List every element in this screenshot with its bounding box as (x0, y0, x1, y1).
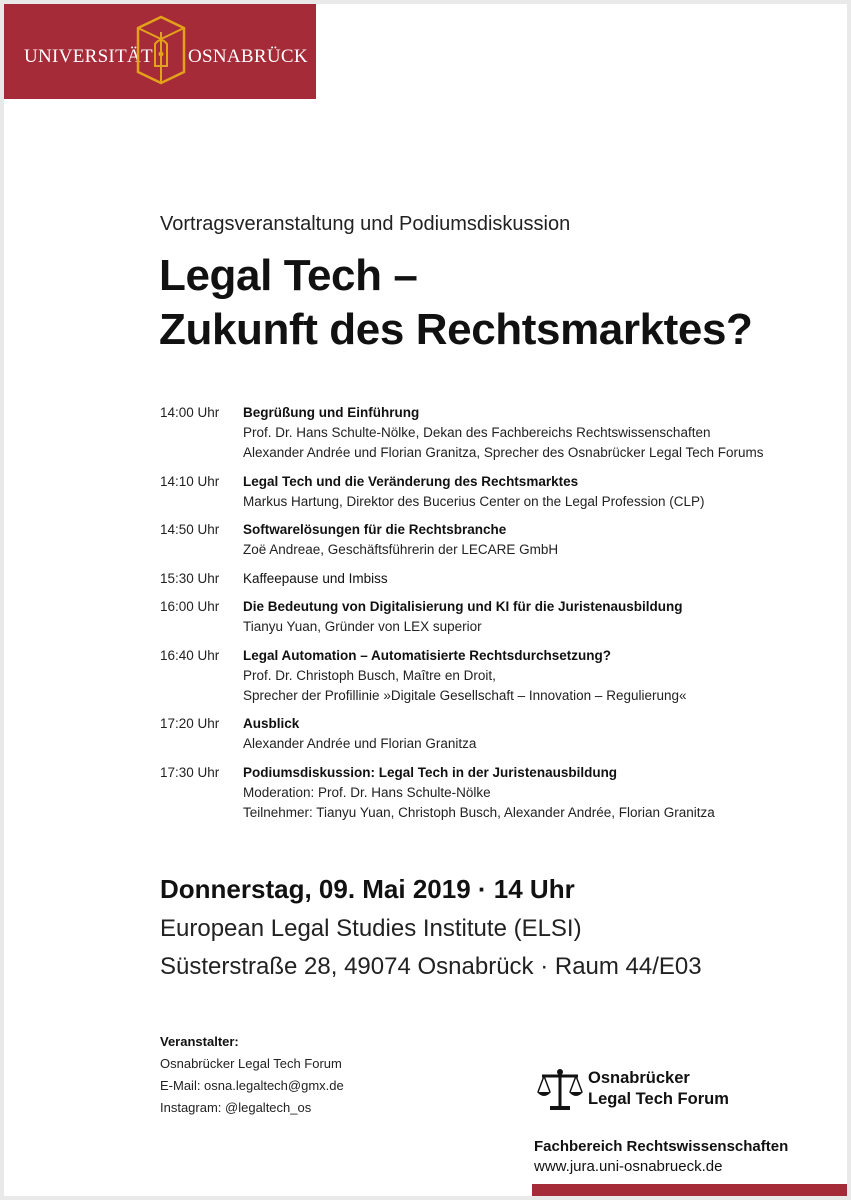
program-speaker-line: Teilnehmer: Tianyu Yuan, Christoph Busch, Alexander Andrée, Florian Granitza (243, 804, 715, 820)
program-details (243, 714, 820, 754)
organizer-info (160, 1031, 344, 1119)
program-item (160, 569, 820, 589)
program-item (160, 646, 820, 706)
program-speaker-line: Tianyu Yuan, Gründer von LEX superior (243, 619, 482, 634)
program-item (160, 520, 820, 560)
poster-page (4, 4, 847, 1196)
organizer-email: E-Mail: osna.legaltech@gmx.de (160, 1078, 344, 1093)
program-time: 14:50 Uhr (160, 522, 220, 537)
program-speaker-line: Markus Hartung, Direktor des Bucerius Center on the Legal Profession (CLP) (243, 493, 705, 509)
program-item (160, 403, 820, 463)
program-title: Legal Automation – Automatisierte Rechtsdurchsetzung? (243, 647, 612, 663)
university-logo (4, 4, 316, 99)
logo-text-right: OSNABRÜCK (188, 46, 308, 67)
title-line: Legal Tech – (159, 251, 418, 300)
event-subtitle: Vortragsveranstaltung und Podiumsdiskussion (160, 213, 571, 235)
program-time: 17:20 Uhr (160, 716, 220, 731)
program-details (243, 569, 820, 589)
footer-accent-bar (532, 1184, 847, 1196)
program-time: 16:00 Uhr (160, 599, 220, 614)
program-title: Die Bedeutung von Digitalisierung und KI für die Juristenausbildung (243, 599, 683, 614)
program-time: 17:30 Uhr (160, 764, 220, 780)
program-time: 15:30 Uhr (160, 570, 220, 586)
program-speaker-line: Moderation: Prof. Dr. Hans Schulte-Nölke (243, 784, 491, 800)
program-time: 16:40 Uhr (160, 647, 220, 663)
organizer-heading: Veranstalter: (160, 1034, 239, 1049)
forum-name (588, 1068, 729, 1110)
program-title: Begrüßung und Einführung (243, 405, 420, 420)
faculty-name: Fachbereich Rechtswissenschaften (534, 1138, 789, 1155)
university-emblem-icon (134, 14, 188, 86)
venue-name: European Legal Studies Institute (ELSI) (160, 915, 582, 942)
program-speaker-line: Zoë Andreae, Geschäftsführerin der LECARE GmbH (243, 542, 559, 557)
program-time: 14:00 Uhr (160, 405, 220, 420)
program-details (243, 520, 820, 560)
event-title (159, 249, 753, 357)
program-title: Legal Tech und die Veränderung des Rechtsmarktes (243, 473, 579, 489)
program-speaker-line: Alexander Andrée und Florian Granitza (243, 736, 477, 751)
program-item (160, 763, 820, 823)
program-details (243, 646, 820, 706)
title-line: Zukunft des Rechtsmarktes? (159, 305, 753, 354)
logo-text-left: UNIVERSITÄT (24, 46, 153, 67)
program-details (243, 472, 820, 512)
program-title: Podiumsdiskussion: Legal Tech in der Juristenausbildung (243, 764, 618, 780)
scales-of-justice-icon (536, 1066, 584, 1112)
forum-name-line: Legal Tech Forum (588, 1090, 729, 1108)
program-speaker-line: Prof. Dr. Christoph Busch, Maître en Droit, (243, 667, 496, 683)
faculty-website: www.jura.uni-osnabrueck.de (534, 1158, 723, 1175)
program-title: Kaffeepause und Imbiss (243, 570, 388, 586)
program-item (160, 472, 820, 512)
program-item (160, 597, 820, 637)
program-time: 14:10 Uhr (160, 473, 220, 489)
program-schedule (160, 403, 820, 831)
program-details (243, 763, 820, 823)
program-speaker-line: Sprecher der Profillinie »Digitale Gesellschaft – Innovation – Regulierung« (243, 687, 687, 703)
program-details (243, 597, 820, 637)
forum-name-line: Osnabrücker (588, 1069, 690, 1087)
organizer-instagram: Instagram: @legaltech_os (160, 1100, 312, 1115)
organizer-name: Osnabrücker Legal Tech Forum (160, 1056, 342, 1071)
program-speaker-line: Prof. Dr. Hans Schulte-Nölke, Dekan des Fachbereichs Rechtswissenschaften (243, 425, 711, 440)
program-title: Ausblick (243, 716, 300, 731)
event-date: Donnerstag, 09. Mai 2019 · 14 Uhr (160, 874, 575, 904)
program-item (160, 714, 820, 754)
program-title: Softwarelösungen für die Rechtsbranche (243, 522, 507, 537)
program-details (243, 403, 820, 463)
venue-address: Süsterstraße 28, 49074 Osnabrück · Raum 44/E03 (160, 953, 702, 980)
program-speaker-line: Alexander Andrée und Florian Granitza, Sprecher des Osnabrücker Legal Tech Forums (243, 445, 764, 460)
legal-tech-forum-logo (536, 1066, 776, 1118)
